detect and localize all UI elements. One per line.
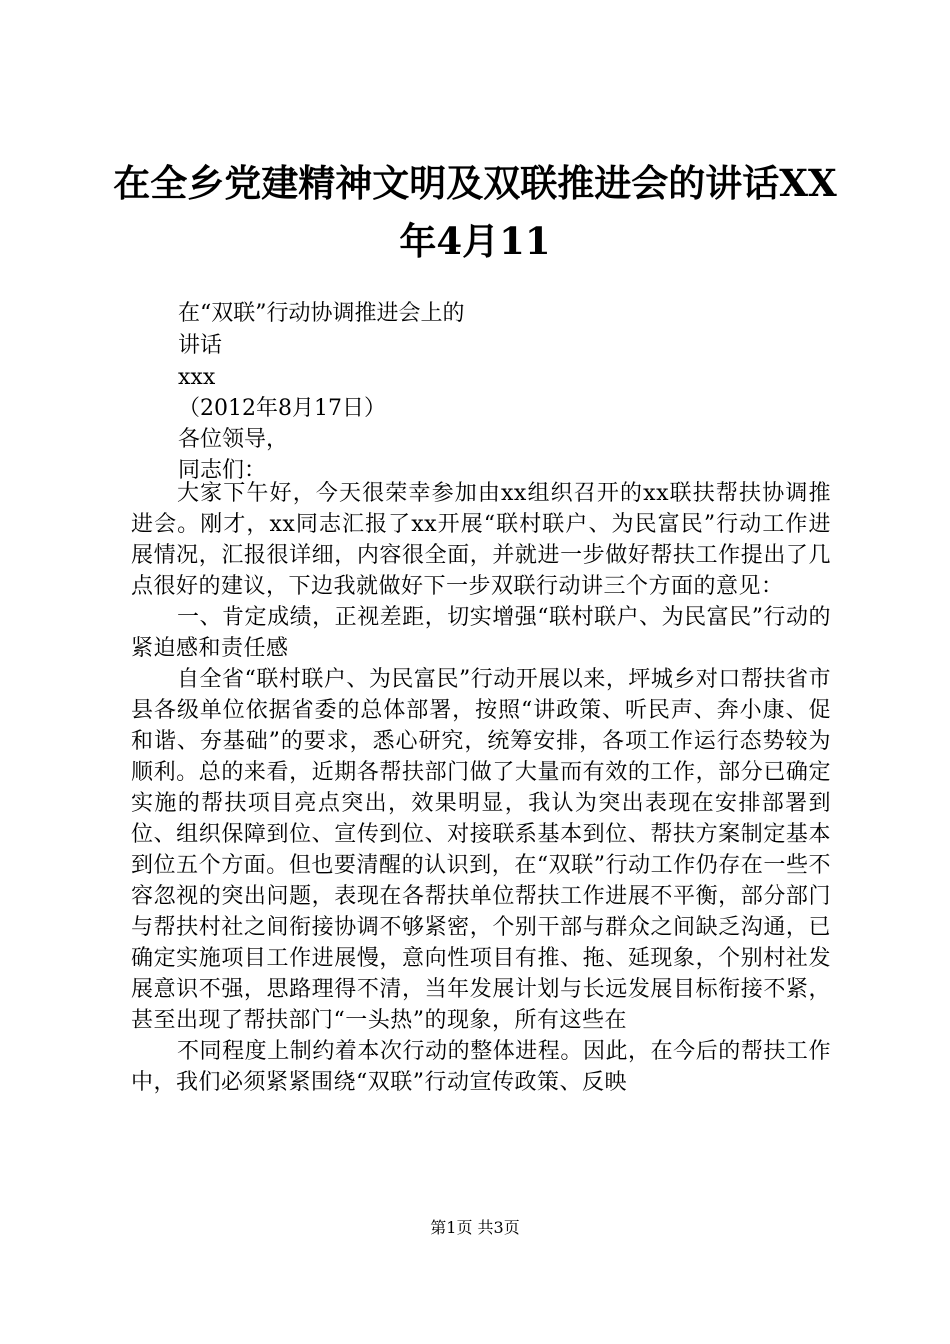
salutation-leaders: 各位领导， bbox=[178, 427, 289, 452]
salutation-comrades: 同志们： bbox=[178, 458, 267, 483]
paragraph: 不同程度上制约着本次行动的整体进程。因此，在今后的帮扶工作中，我们必须紧紧围绕“双联”行动宣传政策、反映 bbox=[131, 1039, 831, 1095]
paragraph: 大家下午好，今天很荣幸参加由xx组织召开的xx联扶帮扶协调推进会。刚才，xx同志汇报了xx开展“联村联户、为民富民”行动工作进展情况，汇报很详细，内容很全面，并就进一步做好帮扶工作提出了几点很好的建议，下边我就做好下一步双联行动讲三个方面的意见： bbox=[131, 481, 831, 599]
document-body bbox=[131, 478, 831, 1098]
speech-heading-cont: 讲话 bbox=[178, 333, 223, 358]
document-title-line-2: 年4月11 bbox=[399, 219, 551, 263]
section-heading: 一、肯定成绩，正视差距，切实增强“联村联户、为民富民”行动的紧迫感和责任感 bbox=[131, 605, 831, 661]
speaker-name: xxx bbox=[178, 365, 216, 390]
speech-heading: 在“双联”行动协调推进会上的 bbox=[178, 301, 465, 326]
document-title-line-1: 在全乡党建精神文明及双联推进会的讲话XX bbox=[113, 161, 837, 205]
paragraph: 自全省“联村联户、为民富民”行动开展以来，坪城乡对口帮扶省市县各级单位依据省委的总体部署，按照“讲政策、听民声、奔小康、促和谐、夯基础”的要求，悉心研究，统筹安排，各项工作运行态势较为顺利。总的来看，近期各帮扶部门做了大量而有效的工作，部分已确定实施的帮扶项目亮点突出，效果明显，我认为突出表现在安排部署到位、组织保障到位、宣传到位、对接联系基本到位、帮扶方案制定基本到位五个方面。但也要清醒的认识到，在“双联”行动工作仍存在一些不容忽视的突出问题，表现在各帮扶单位帮扶工作进展不平衡，部分部门与帮扶村社之间衔接协调不够紧密，个别干部与群众之间缺乏沟通，已确定实施项目工作进展慢，意向性项目有推、拖、延现象，个别村社发展意识不强，思路理得不清，当年发展计划与长远发展目标衔接不紧，甚至出现了帮扶部门“一头热”的现象，所有这些在 bbox=[131, 667, 831, 1033]
speech-date: （2012年8月17日） bbox=[178, 396, 386, 421]
page-number-footer: 第1页 共3页 bbox=[430, 1218, 520, 1237]
